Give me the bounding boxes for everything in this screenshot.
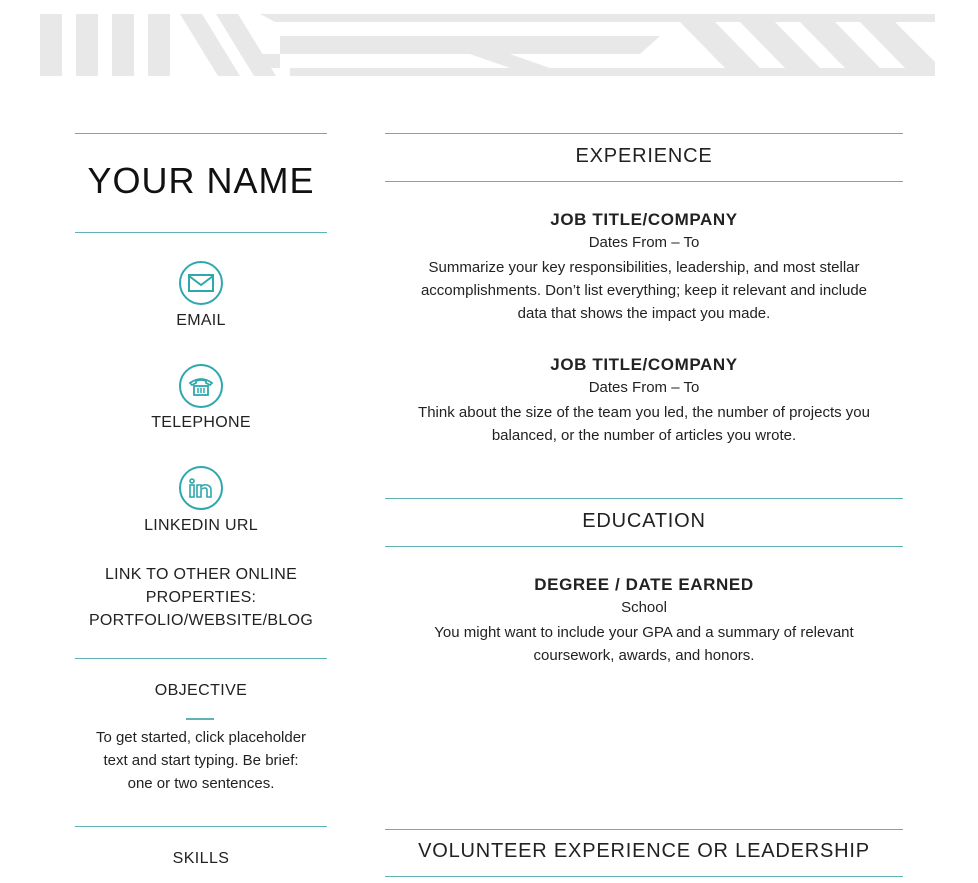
online-properties-line1: LINK TO OTHER ONLINE bbox=[104, 566, 298, 583]
education-heading: EDUCATION bbox=[582, 510, 706, 532]
volunteer-rule-bottom bbox=[385, 876, 903, 877]
objective-line1: To get started, click placeholder bbox=[95, 729, 307, 746]
education-line2: coursework, awards, and honors. bbox=[533, 647, 755, 664]
job-1-line1: Summarize your key responsibilities, leadership, and most stellar bbox=[428, 259, 860, 276]
linkedin-label: LINKEDIN URL bbox=[144, 517, 258, 534]
volunteer-heading: VOLUNTEER EXPERIENCE OR LEADERSHIP bbox=[418, 840, 870, 862]
telephone-icon bbox=[179, 364, 223, 408]
education-description bbox=[385, 621, 903, 667]
objective-heading: OBJECTIVE bbox=[154, 682, 248, 699]
objective-underline bbox=[186, 718, 214, 720]
job-2-title: JOB TITLE/COMPANY bbox=[550, 355, 738, 374]
experience-heading: EXPERIENCE bbox=[575, 145, 713, 167]
job-2-dates: Dates From – To bbox=[588, 379, 700, 396]
online-properties-line3: PORTFOLIO/WEBSITE/BLOG bbox=[88, 612, 314, 629]
job-2-description bbox=[385, 401, 903, 447]
volunteer-rule-top bbox=[385, 829, 903, 830]
job-2-line1: Think about the size of the team you led, the number of projects you bbox=[418, 404, 870, 421]
your-name: YOUR NAME bbox=[87, 160, 315, 201]
objective-text bbox=[75, 726, 327, 795]
linkedin-icon bbox=[179, 466, 223, 510]
job-1-description bbox=[385, 256, 903, 325]
left-rule-skills-top bbox=[75, 826, 327, 827]
education-line1: You might want to include your GPA and a summary of relevant bbox=[434, 624, 854, 641]
decorative-header-banner bbox=[40, 14, 935, 76]
job-1-line2: accomplishments. Don’t list everything; keep it relevant and include bbox=[420, 282, 868, 299]
job-2-line2: balanced, or the number of articles you wrote. bbox=[491, 427, 797, 444]
skills-heading: SKILLS bbox=[172, 850, 230, 867]
email-icon bbox=[179, 261, 223, 305]
email-label: EMAIL bbox=[176, 312, 226, 329]
left-rule-objective-top bbox=[75, 658, 327, 659]
education-rule-top bbox=[385, 498, 903, 499]
school-name: School bbox=[621, 599, 667, 616]
left-rule-name-bottom bbox=[75, 232, 327, 233]
degree-title: DEGREE / DATE EARNED bbox=[534, 575, 754, 594]
left-rule-top bbox=[75, 133, 327, 134]
job-1-line3: data that shows the impact you made. bbox=[517, 305, 771, 322]
online-properties-line2: PROPERTIES: bbox=[145, 589, 257, 606]
objective-line2: text and start typing. Be brief: bbox=[103, 752, 299, 769]
education-rule-bottom bbox=[385, 546, 903, 547]
job-1-dates: Dates From – To bbox=[588, 234, 700, 251]
experience-rule-bottom bbox=[385, 181, 903, 182]
job-1-title: JOB TITLE/COMPANY bbox=[550, 210, 738, 229]
telephone-label: TELEPHONE bbox=[151, 414, 251, 431]
online-properties bbox=[75, 563, 327, 632]
objective-line3: one or two sentences. bbox=[127, 775, 275, 792]
experience-rule-top bbox=[385, 133, 903, 134]
